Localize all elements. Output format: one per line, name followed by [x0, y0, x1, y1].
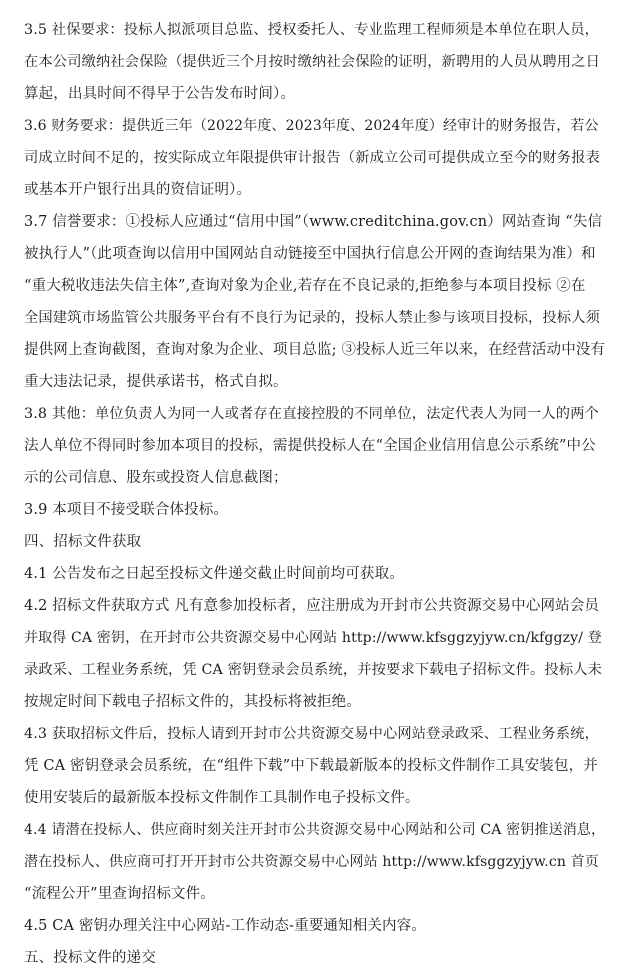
- text-line: 3.6 财务要求：提供近三年（2022年度、2023年度、2024年度）经审计的财务报告，若公: [24, 118, 599, 134]
- text-line: 司成立时间不足的，按实际成立年限提供审计报告（新成立公司可提供成立至今的财务报表: [24, 150, 601, 166]
- text-line: “流程公开”里查询招标文件。: [24, 886, 215, 902]
- section-heading: 四、招标文件获取: [24, 534, 142, 550]
- text-line: 潜在投标人、供应商可打开开封市公共资源交易中心网站 http://www.kfsggzyjyw.cn 首页: [24, 854, 599, 870]
- text-line: 4.2 招标文件获取方式 凡有意参加投标者，应注册成为开封市公共资源交易中心网站会员: [24, 598, 600, 614]
- text-line: 或基本开户银行出具的资信证明）。: [24, 182, 252, 198]
- text-line: “重大税收违法失信主体”,查询对象为企业,若存在不良记录的,拒绝参与本项目投标 ②在: [24, 278, 586, 294]
- text-line: 按规定时间下载电子招标文件的，其投标将被拒绝。: [24, 694, 361, 710]
- text-line: 录政采、工程业务系统，凭 CA 密钥登录会员系统，并按要求下载电子招标文件。投标人未: [24, 662, 603, 678]
- text-line: 并取得 CA 密钥，在开封市公共资源交易中心网站 http://www.kfsggzyjyw.cn/kfggzy/ 登: [24, 630, 602, 646]
- text-line: 3.8 其他：单位负责人为同一人或者存在直接控股的不同单位，法定代表人为同一人的两个: [24, 406, 599, 422]
- text-line: 在本公司缴纳社会保险（提供近三个月按时缴纳社会保险的证明，新聘用的人员从聘用之日: [24, 54, 601, 70]
- text-line: 3.5 社保要求：投标人拟派项目总监、授权委托人、专业监理工程师须是本单位在职人员，: [24, 22, 599, 38]
- text-line: 重大违法记录，提供承诺书，格式自拟。: [24, 374, 288, 390]
- text-line: 3.7 信誉要求：①投标人应通过“信用中国”（www.creditchina.gov.cn）网站查询 “失信: [24, 214, 603, 230]
- text-line: 法人单位不得同时参加本项目的投标，需提供投标人在“全国企业信用信息公示系统”中公: [24, 438, 596, 454]
- text-line: 使用安装后的最新版本投标文件制作工具制作电子投标文件。: [24, 790, 420, 806]
- text-line: 凭 CA 密钥登录会员系统，在“组件下载”中下载最新版本的投标文件制作工具安装包，并: [24, 758, 598, 774]
- text-line: 4.1 公告发布之日起至投标文件递交截止时间前均可获取。: [24, 566, 404, 582]
- text-line: 4.3 获取招标文件后，投标人请到开封市公共资源交易中心网站登录政采、工程业务系统，: [24, 726, 599, 742]
- text-line: 4.5 CA 密钥办理关注中心网站-工作动态-重要通知相关内容。: [24, 918, 426, 934]
- text-line: 全国建筑市场监管公共服务平台有不良行为记录的，投标人禁止参与该项目投标，投标人须: [24, 310, 601, 326]
- text-line: 被执行人”（此项查询以信用中国网站自动链接至中国执行信息公开网的查询结果为准）和: [24, 246, 596, 262]
- text-line: 3.9 本项目不接受联合体投标。: [24, 502, 229, 518]
- text-line: 示的公司信息、股东或投资人信息截图；: [24, 470, 288, 486]
- text-line: 提供网上查询截图，查询对象为企业、项目总监; ③投标人近三年以来，在经营活动中没有: [24, 342, 606, 358]
- section-heading: 五、投标文件的递交: [24, 950, 156, 966]
- text-line: 4.4 请潜在投标人、供应商时刻关注开封市公共资源交易中心网站和公司 CA 密钥推送消息，: [24, 822, 606, 838]
- text-line: 算起，出具时间不得早于公告发布时间）。: [24, 86, 296, 102]
